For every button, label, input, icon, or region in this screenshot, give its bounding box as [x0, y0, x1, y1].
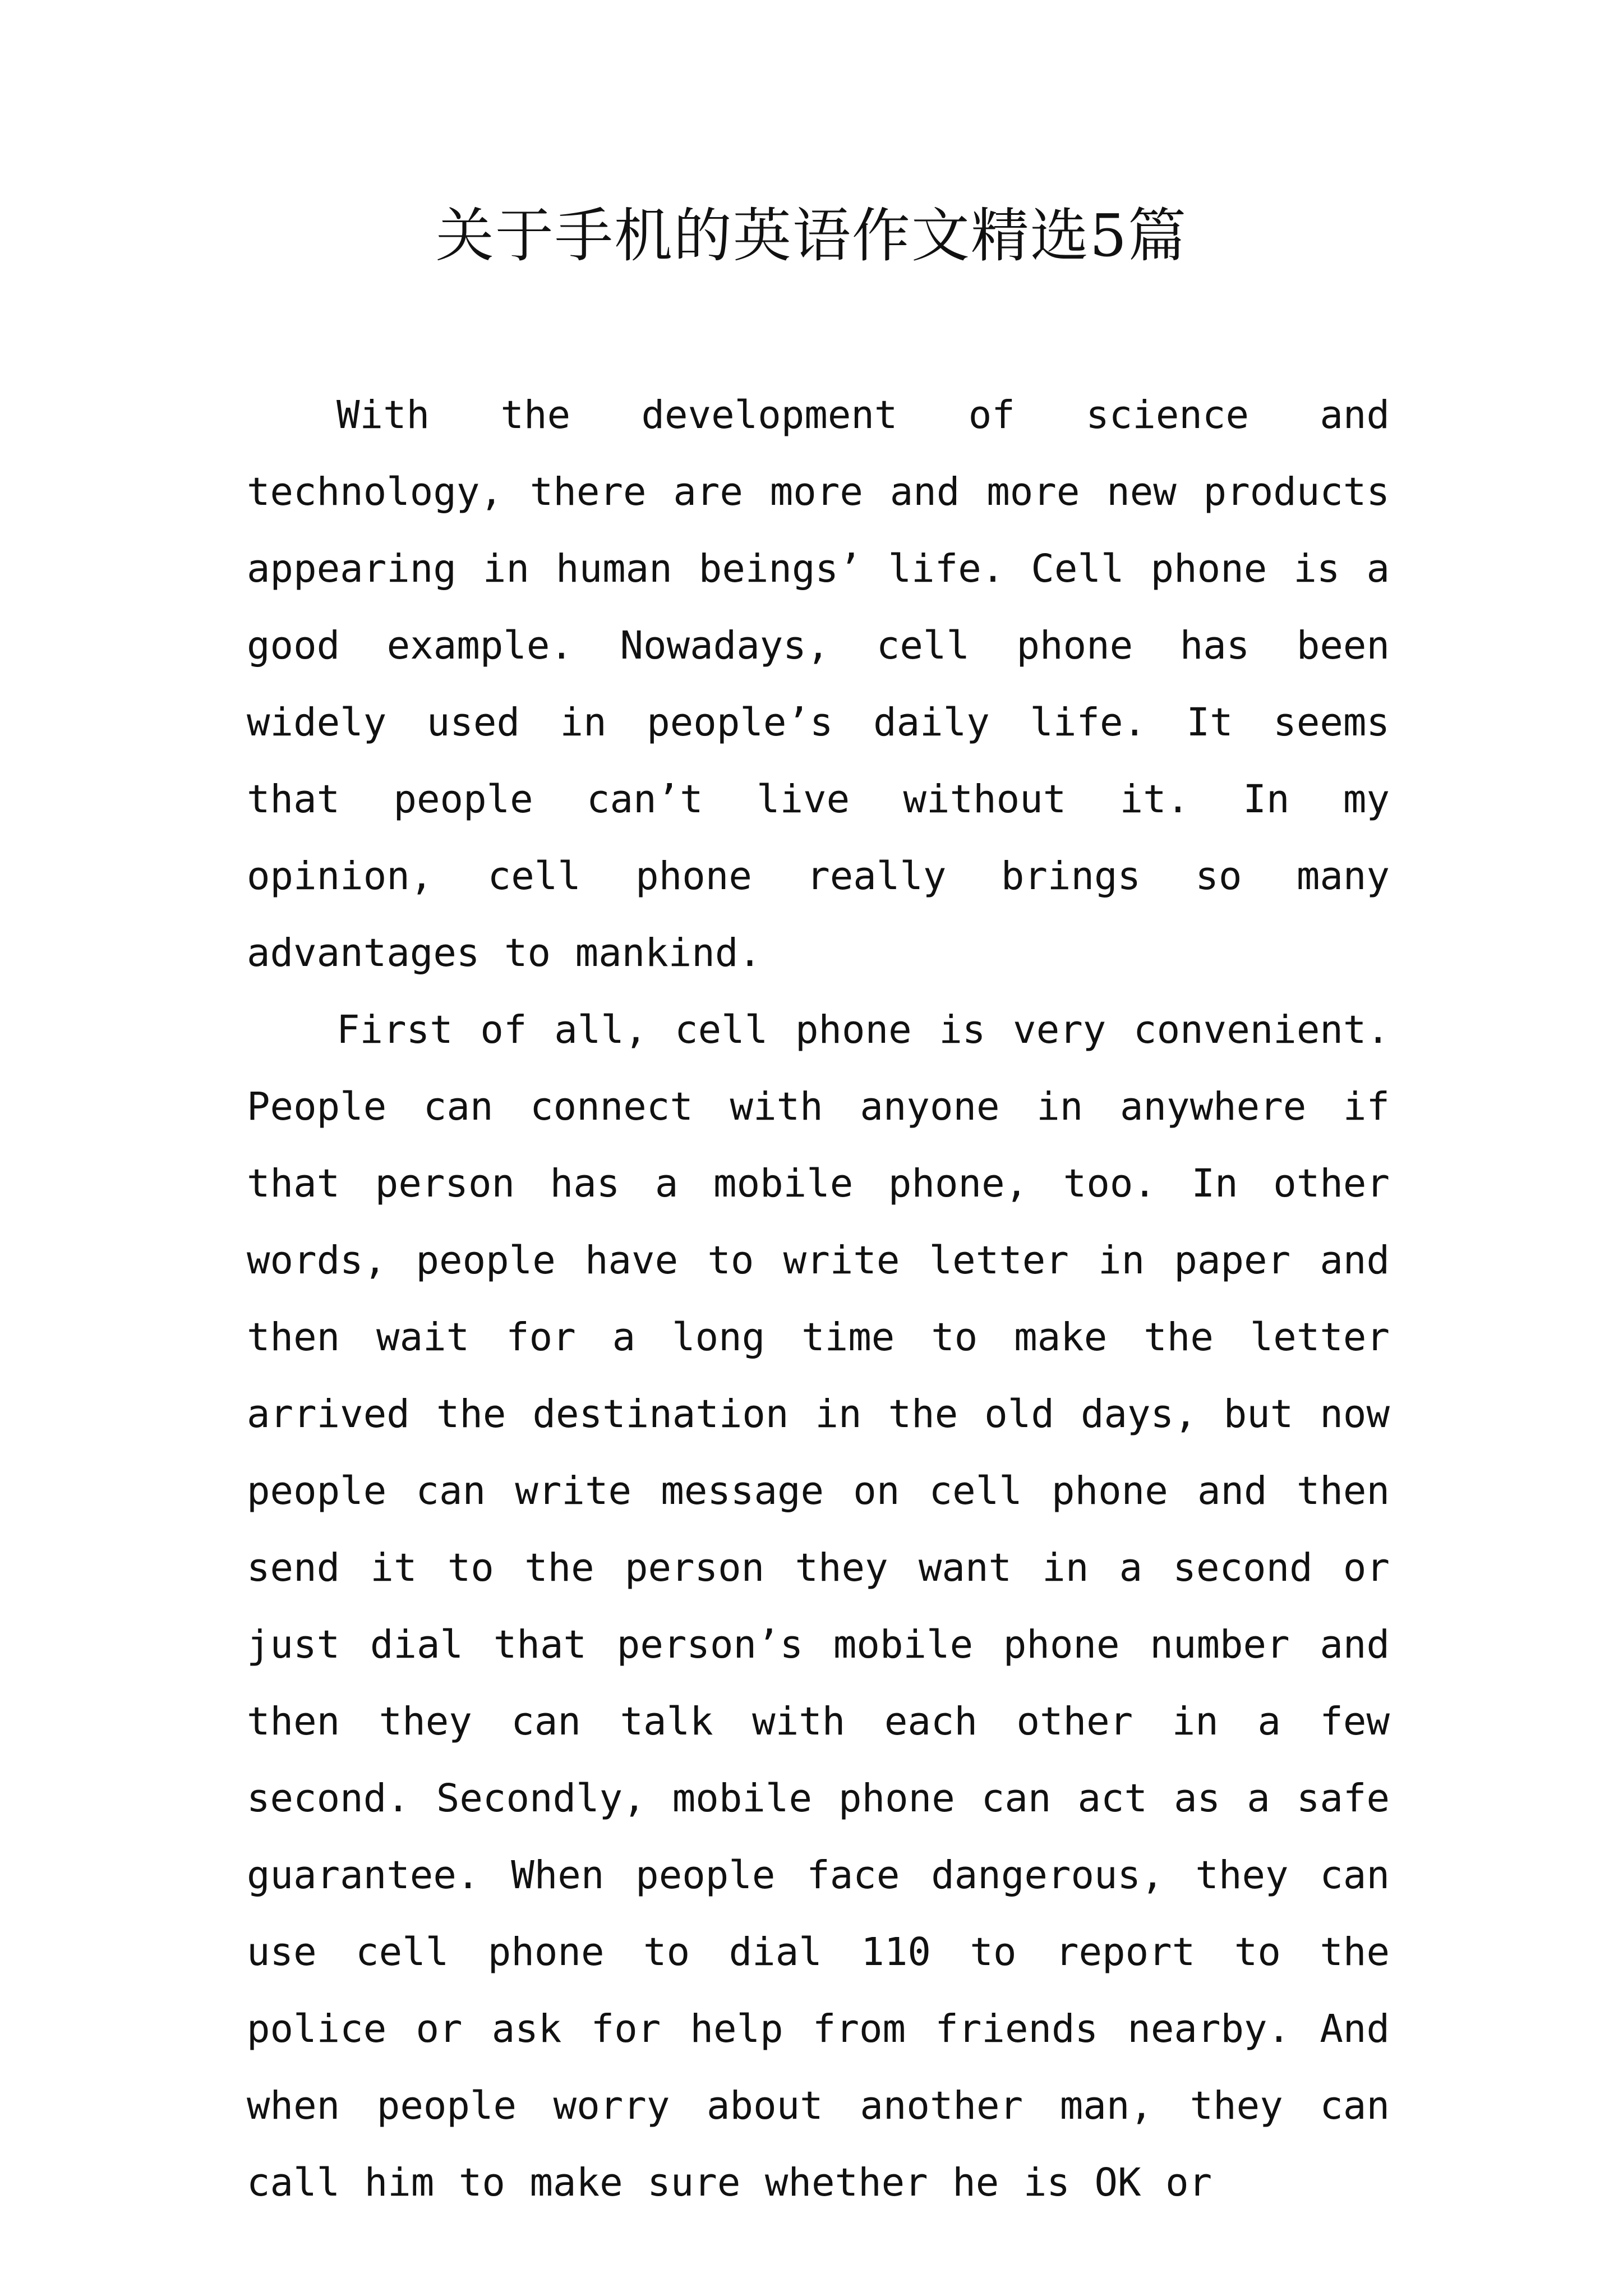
document-body — [247, 377, 1390, 2221]
paragraph-1: With the development of science and technology, there are more and more new products appearing in human beings’ life. Cell phone is a good example. Nowadays, cell phone has been widely used in people’s daily life. It seems that people can’t live without it. In my opinion, cell phone really brings so many advantages to mankind. — [247, 393, 1390, 976]
paragraph-2: First of all, cell phone is very convenient. People can connect with anyone in anywhere if that person has a mobile phone, too. In other words, people have to write letter in paper and then wait for a long time to make the letter arrived the destination in the old days, but now people can write message on cell phone and then send it to the person they want in a second or just dial that person’s mobile phone number and then they can talk with each other in a few second. Secondly, mobile phone can act as a safe guarantee. When people face dangerous, they can use cell phone to dial 110 to report to the police or ask for help from friends nearby. And when people worry about another man, they can call him to make sure whether he is OK or — [247, 1007, 1390, 2205]
document-title: 关于手机的英语作文精选5篇 — [435, 201, 1188, 270]
